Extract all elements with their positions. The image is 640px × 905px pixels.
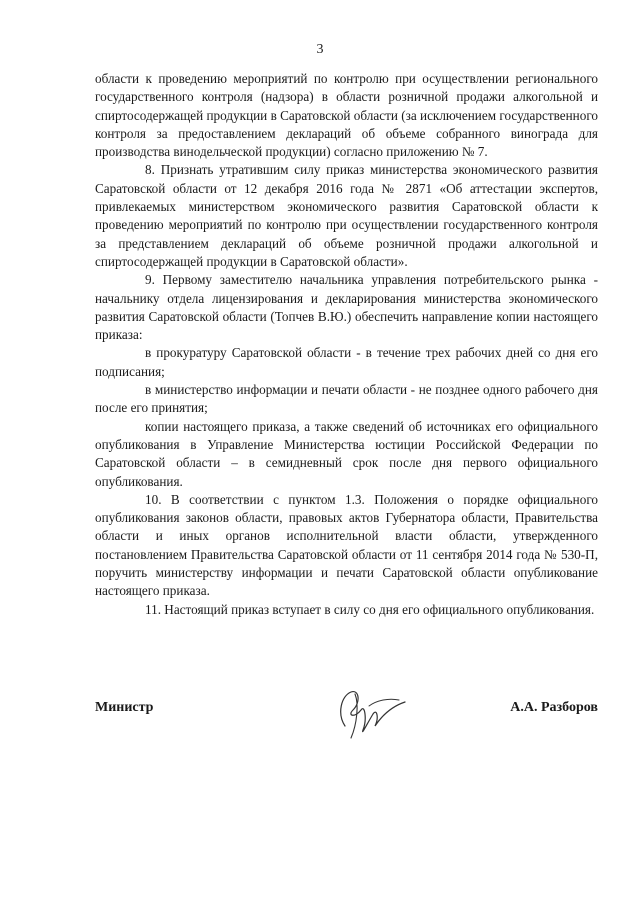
paragraph-sub-justice: копии настоящего приказа, а также сведений об источниках его официального опубликования в Управление Министерства юстиции Российской Федерации по Саратовской области – в семидневный срок после дня первого официального опубликования. <box>95 418 598 489</box>
page-number: 3 <box>316 42 324 57</box>
paragraph-item-8: 8. Признать утратившим силу приказ министерства экономического развития Саратовской области от 12 декабря 2016 года № 2871 «Об аттестации экспертов, привлекаемых министерством экономического развития Саратовской области к проведению мероприятий по контролю при осуществлении государственного контроля за представлением деклараций об объеме розничной продажи алкогольной и спиртосодержащей продукции в Саратовской области». <box>95 162 598 269</box>
signatory-title: Министр <box>95 700 154 715</box>
paragraph-item-11: 11. Настоящий приказ вступает в силу со дня его официального опубликования. <box>145 601 595 617</box>
paragraph-sub-prosecutor: в прокуратуру Саратовской области - в течение трех рабочих дней со дня его подписания; <box>95 345 598 379</box>
paragraph-item-9: 9. Первому заместителю начальника управления потребительского рынка - начальнику отдела лицензирования и декларирования министерства экономического развития Саратовской области (Топчев В.Ю.) обеспечить направление копии настоящего приказа: <box>95 272 598 343</box>
paragraph-item-10: 10. В соответствии с пунктом 1.3. Положения о порядке официального опубликования законов области, правовых актов Губернатора области, Правительства области и иных органов исполнительной власти области, утвержденного постановлением Правительства Саратовской области от 11 сентября 2014 года № 530-П, поручить министерству информации и печати Саратовской области опубликование настоящего приказа. <box>95 491 598 599</box>
signatory-name: А.А. Разборов <box>510 700 598 715</box>
handwritten-signature <box>315 684 415 742</box>
paragraph-sub-ministry: в министерство информации и печати области - не позднее одного рабочего дня после его принятия; <box>95 382 598 416</box>
document-body <box>95 70 598 619</box>
signature-block <box>95 684 598 744</box>
paragraph-continuation: области к проведению мероприятий по контролю при осуществлении регионального государственного контроля (надзора) в области розничной продажи алкогольной и спиртосодержащей продукции в Саратовской области (за исключением государственного контроля за предоставлением деклараций об объеме собранного винограда для производства винодельческой продукции) согласно приложению № 7. <box>95 71 598 160</box>
